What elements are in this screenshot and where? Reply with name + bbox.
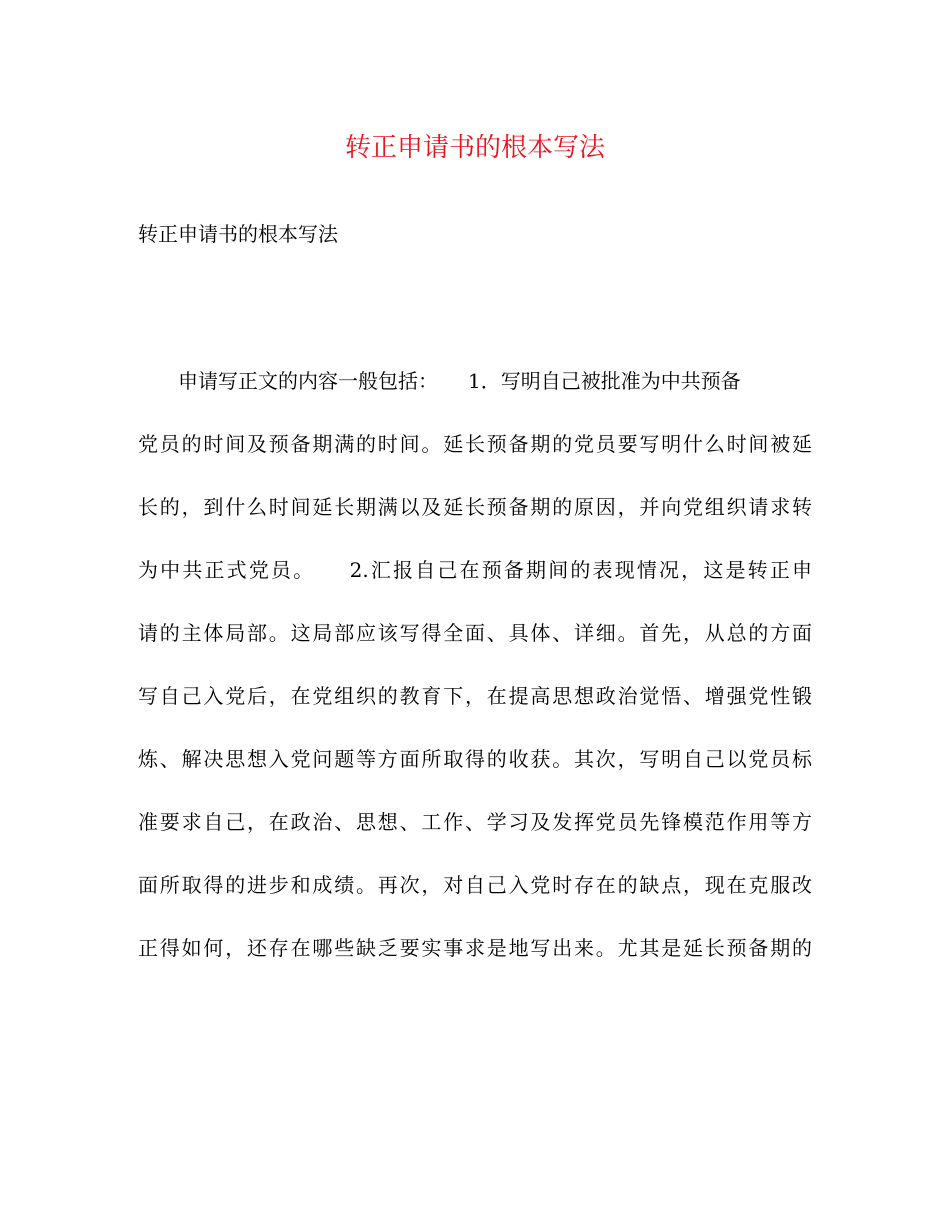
body-line: 党员的时间及预备期满的时间。延长预备期的党员要写明什么时间被延 <box>138 432 812 456</box>
body-line: 正得如何，还存在哪些缺乏要实事求是地写出来。尤其是延长预备期的 <box>138 936 812 960</box>
document-title: 转正申请书的根本写法 <box>344 133 605 163</box>
body-line: 准要求自己，在政治、思想、工作、学习及发挥党员先锋模范作用等方 <box>138 810 812 834</box>
body-line: 面所取得的进步和成绩。再次，对自己入党时存在的缺点，现在克服改 <box>138 873 812 897</box>
body-line: 申请写正文的内容一般包括： 1．写明自己被批准为中共预备 <box>138 369 741 393</box>
body-line: 炼、解决思想入党问题等方面所取得的收获。其次，写明自己以党员标 <box>138 747 812 771</box>
body-line: 长的，到什么时间延长期满以及延长预备期的原因，并向党组织请求转 <box>138 495 812 519</box>
body-line: 写自己入党后，在党组织的教育下，在提高思想政治觉悟、增强党性锻 <box>138 684 812 708</box>
body-line: 为中共正式党员。 2.汇报自己在预备期间的表现情况，这是转正申 <box>138 558 812 582</box>
body-line: 请的主体局部。这局部应该写得全面、具体、详细。首先，从总的方面 <box>138 621 812 645</box>
document-subtitle: 转正申请书的根本写法 <box>138 222 338 246</box>
